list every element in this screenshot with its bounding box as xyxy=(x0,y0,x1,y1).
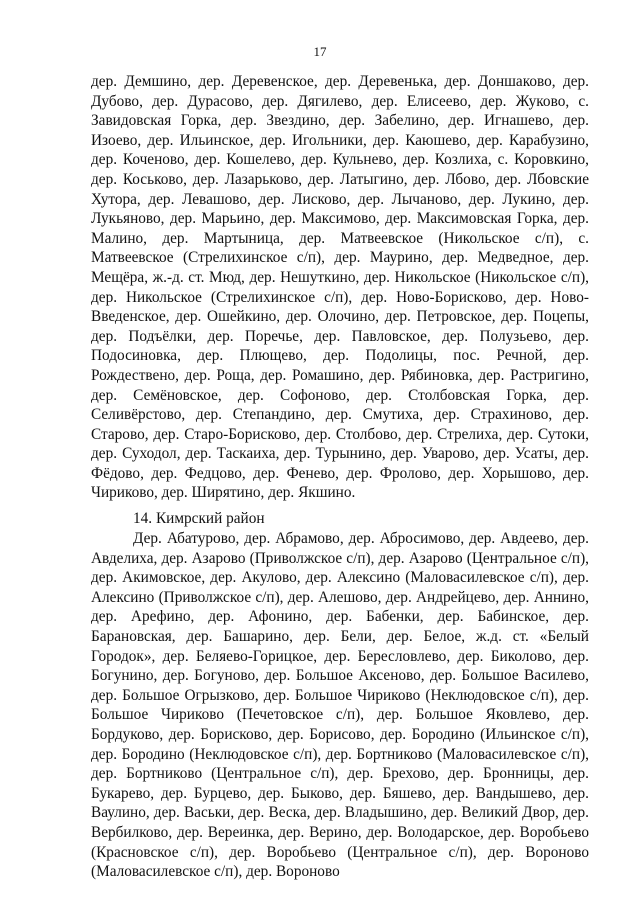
section-14-paragraph: Дер. Абатурово, дер. Абрамово, дер. Абросимово, дер. Авдеево, дер. Авделиха, дер. Азарово (Приволжское с/п), дер. Азарово (Центральное с/п), дер. Акимовское, дер. Акулово, дер. Алексино (Маловасилевское с/п), дер. Алексино (Приволжское с/п), дер. Алешово, дер. Андрейцево, дер. Аннино, дер. Арефино, дер. Афонино, дер. Бабенки, дер. Бабинское, дер. Барановская, дер. Башарино, дер. Бели, дер. Белое, ж.д. ст. «Белый Городок», дер. Беляево-Горицкое, дер. Бересловлево, дер. Биколово, дер. Богунино, дер. Богуново, дер. Большое Аксеново, дер. Большое Василево, дер. Большое Огрызково, дер. Большое Чириково (Неклюдовское с/п), дер. Большое Чириково (Печетовское с/п), дер. Большое Яковлево, дер. Бордуково, дер. Борисково, дер. Борисово, дер. Бородино (Ильинское с/п), дер. Бородино (Неклюдовское с/п), дер. Бортниково (Маловасилевское с/п), дер. Бортниково (Центральное с/п), дер. Брехово, дер. Бронницы, дер. Букарево, дер. Бурцево, дер. Быково, дер. Бяшево, дер. Вандышево, дер. Ваулино, дер. Васьки, дер. Веска, дер. Владышино, дер. Великий Двор, дер. Вербилково, дер. Вереинка, дер. Верино, дер. Володарское, дер. Воробьево (Красновское с/п), дер. Воробьево (Центральное с/п), дер. Вороново (Маловасилевское с/п), дер. Вороново xyxy=(91,530,589,881)
section-heading-kimrsky-district: 14. Кимрский район xyxy=(133,510,265,527)
list-continuation-paragraph: дер. Демшино, дер. Деревенское, дер. Деревенька, дер. Доншаково, дер. Дубово, дер. Дурасово, дер. Дягилево, дер. Елисеево, дер. Жуково, с. Завидовская Горка, дер. Звездино, дер. Забелино, дер. Игнашево, дер. Изоево, дер. Ильинское, дер. Игольники, дер. Каюшево, дер. Карабузино, дер. Коченово, дер. Кошелево, дер. Кульнево, дер. Козлиха, с. Коровкино, дер. Коськово, дер. Лазарьково, дер. Латыгино, дер. Лбово, дер. Лбовские Хутора, дер. Левашово, дер. Лисково, дер. Лычаново, дер. Лукино, дер. Лукьяново, дер. Марьино, дер. Максимово, дер. Максимовская Горка, дер. Малино, дер. Мартыница, дер. Матвеевское (Никольское с/п), с. Матвеевское (Стрелихинское с/п), дер. Маурино, дер. Медведное, дер. Мещёра, ж.-д. ст. Мюд, дер. Нешуткино, дер. Никольское (Никольское с/п), дер. Никольское (Стрелихинское с/п), дер. Ново-Борисково, дер. Ново-Введенское, дер. Ошейкино, дер. Олочино, дер. Петровское, дер. Поцепы, дер. Подъёлки, дер. Поречье, дер. Павловское, дер. Полузьево, дер. Подосиновка, дер. Плющево, дер. Подолицы, пос. Речной, дер. Рождествено, дер. Роща, дер. Ромашино, дер. Рябиновка, дер. Растригино, дер. Семёновское, дер. Софоново, дер. Столбовская Горка, дер. Селивёрстово, дер. Степандино, дер. Смутиха, дер. Страхиново, дер. Старово, дер. Старо-Борисково, дер. Столбово, дер. Стрелиха, дер. Сутоки, дер. Суходол, дер. Таскаиха, дер. Турынино, дер. Уварово, дер. Усаты, дер. Фёдово, дер. Федцово, дер. Фенево, дер. Фролово, дер. Хорышово, дер. Чириково, дер. Ширятино, дер. Якшино. xyxy=(91,73,589,502)
page-number: 17 xyxy=(313,44,327,59)
